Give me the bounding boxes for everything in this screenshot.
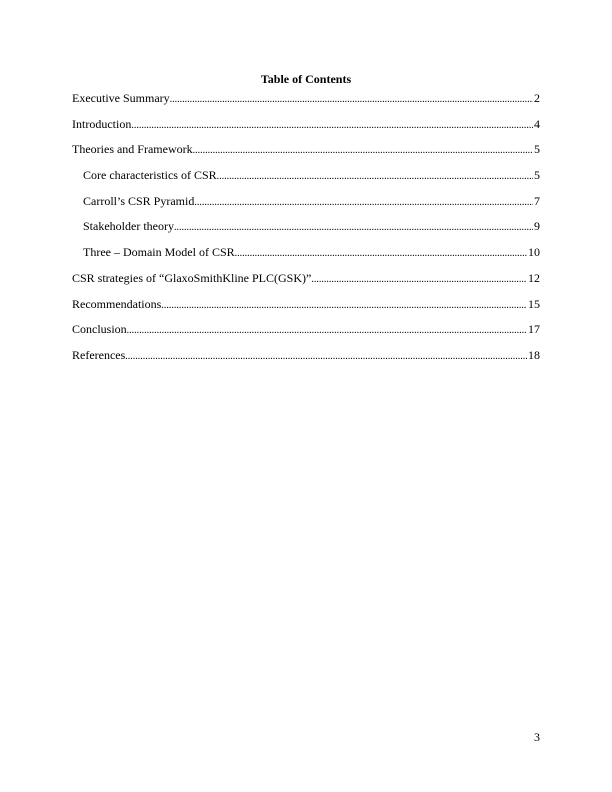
toc-title: Table of Contents bbox=[260, 72, 352, 86]
toc-entry-label: Executive Summary bbox=[72, 91, 170, 105]
dot-leader bbox=[174, 220, 533, 236]
toc-entry-label: Core characteristics of CSR bbox=[83, 168, 217, 183]
dot-leader bbox=[235, 246, 527, 262]
table-of-contents bbox=[72, 90, 540, 373]
toc-entry-label: Introduction bbox=[72, 116, 132, 131]
toc-entry-three-domain-model[interactable] bbox=[72, 244, 540, 270]
dot-leader bbox=[161, 298, 527, 314]
dot-leader bbox=[131, 118, 533, 134]
toc-entry-label: Carroll’s CSR Pyramid bbox=[83, 193, 195, 208]
toc-entry-label: Stakeholder theory bbox=[83, 219, 174, 234]
toc-entry-label: Recommendations bbox=[72, 296, 162, 311]
toc-entry-page: 7 bbox=[534, 193, 540, 208]
toc-entry-page: 15 bbox=[528, 296, 540, 311]
toc-entry-page: 17 bbox=[528, 322, 540, 337]
toc-entry-csr-strategies[interactable] bbox=[72, 270, 540, 296]
toc-entry-page: 5 bbox=[534, 168, 540, 183]
toc-entry-page: 10 bbox=[528, 245, 540, 260]
toc-entry-introduction[interactable] bbox=[72, 116, 540, 142]
dot-leader bbox=[127, 323, 527, 339]
toc-entry-label: References bbox=[72, 347, 126, 362]
toc-entry-references[interactable] bbox=[72, 347, 540, 373]
toc-entry-conclusion[interactable] bbox=[72, 321, 540, 347]
toc-entry-core-characteristics[interactable] bbox=[72, 167, 540, 193]
toc-entry-page: 12 bbox=[528, 270, 540, 285]
dot-leader bbox=[193, 143, 533, 159]
toc-entry-stakeholder-theory[interactable] bbox=[72, 218, 540, 244]
toc-entry-label: Three – Domain Model of CSR bbox=[83, 245, 235, 260]
toc-entry-executive-summary[interactable] bbox=[72, 90, 540, 116]
toc-entry-label: Theories and Framework bbox=[72, 142, 193, 157]
dot-leader bbox=[311, 272, 527, 288]
toc-entry-page: 5 bbox=[534, 142, 540, 157]
toc-entry-label: CSR strategies of “GlaxoSmithKline PLC(GSK)” bbox=[72, 270, 312, 285]
dot-leader bbox=[125, 349, 527, 365]
toc-entry-carrolls-pyramid[interactable] bbox=[72, 193, 540, 219]
toc-entry-theories-and-framework[interactable] bbox=[72, 141, 540, 167]
toc-entry-page: 18 bbox=[528, 347, 540, 362]
dot-leader bbox=[170, 92, 533, 108]
dot-leader bbox=[217, 169, 533, 185]
dot-leader bbox=[194, 195, 533, 211]
toc-entry-page: 2 bbox=[534, 91, 540, 105]
page-number: 3 bbox=[534, 730, 540, 744]
toc-entry-label: Conclusion bbox=[72, 322, 127, 337]
toc-entry-page: 9 bbox=[534, 219, 540, 234]
toc-entry-page: 4 bbox=[534, 116, 540, 131]
toc-entry-recommendations[interactable] bbox=[72, 296, 540, 322]
